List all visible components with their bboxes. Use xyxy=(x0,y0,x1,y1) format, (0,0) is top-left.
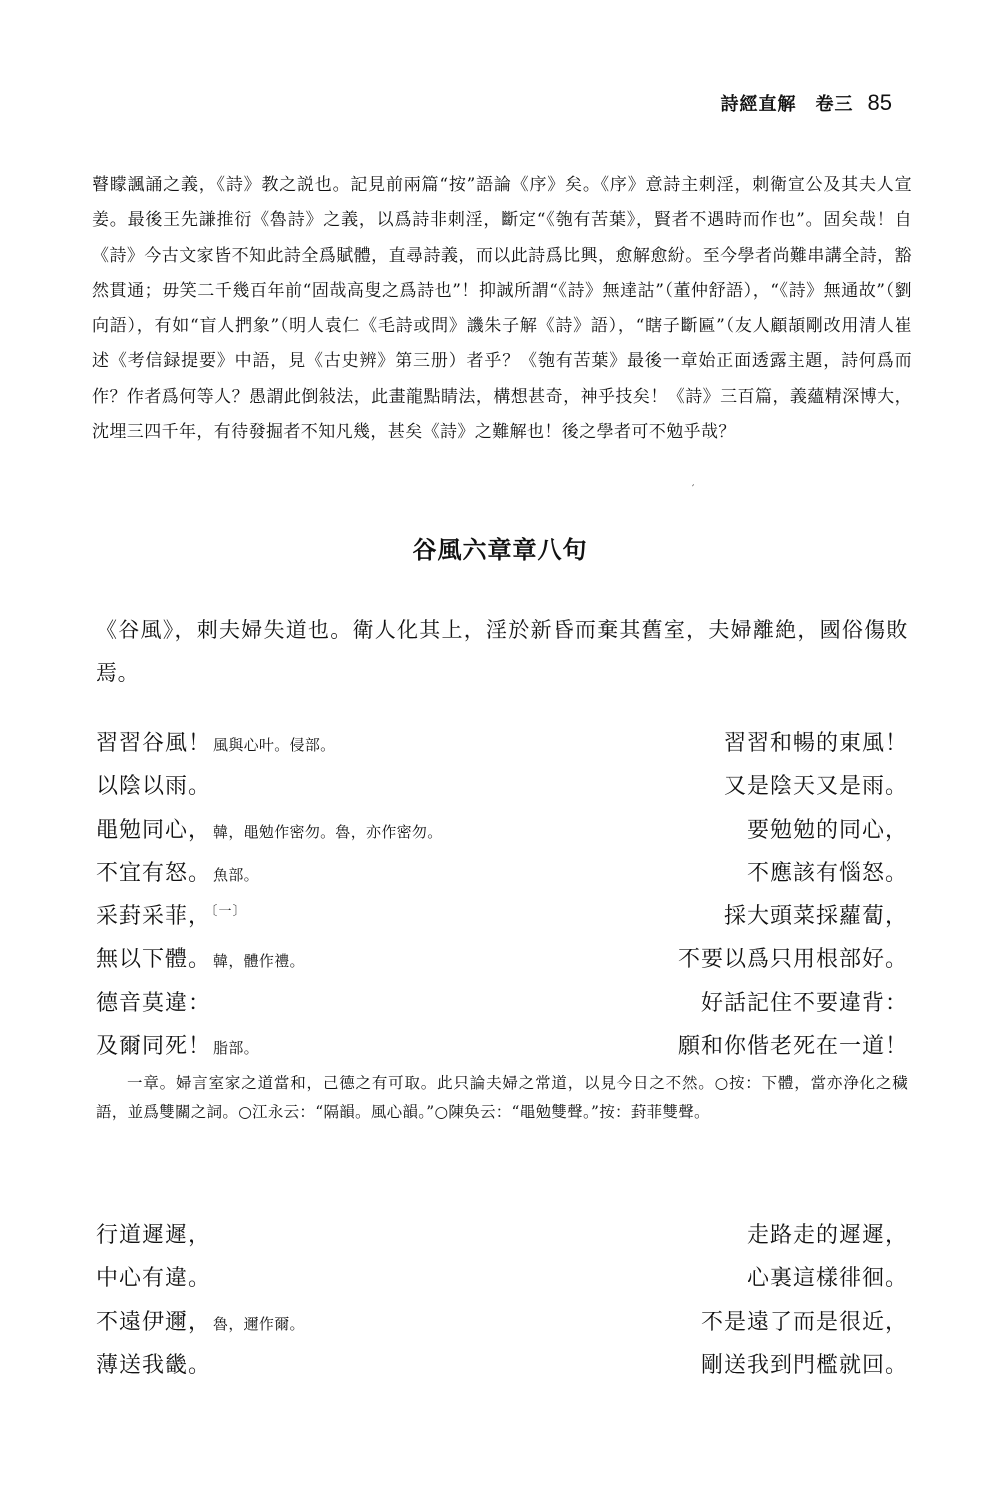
verse-line xyxy=(96,942,908,985)
verse-line xyxy=(96,1218,908,1261)
verse-line xyxy=(96,1305,908,1348)
verse-line xyxy=(96,1029,908,1072)
original-verse xyxy=(96,899,249,930)
translation-verse: 願和你偕老死在一道！ xyxy=(677,1034,908,1060)
verse-text: 德音莫違： xyxy=(96,990,212,1016)
verse-text: 薄送我畿。 xyxy=(96,1352,212,1378)
stanza-two xyxy=(96,1218,908,1391)
translation-verse: 又是陰天又是雨。 xyxy=(723,774,908,800)
prose-paragraph: 瞽矇諷誦之義，《詩》教之説也。記見前兩篇“按”語論《序》矣。《序》意詩主刺淫，刺衛宣公及其夫人宣姜。最後王先謙推衍《魯詩》之義，以爲詩非刺淫，斷定“《匏有苦葉》，賢者不遇時而作也”。固矣哉！自《詩》今古文家皆不知此詩全爲賦體，直尋詩義，而以此詩爲比興，愈解愈紛。至今學者尚難串講全詩，豁然貫通；毋笑二千幾百年前“固哉高叟之爲詩也”！抑誠所謂“《詩》無達詁”（董仲舒語），“《詩》無通故”（劉向語），有如“盲人捫象”（明人袁仁《毛詩或問》譏朱子解《詩》語），“瞎子斷匾”（友人顧頡剛改用清人崔述《考信録提要》中語，見《古史辨》第三册）者乎？《匏有苦葉》最後一章始正面透露主題，詩何爲而作？作者爲何等人？愚謂此倒敍法，此畫龍點睛法，構想甚奇，神乎技矣！《詩》三百篇，義蘊精深博大，沈埋三四千年，有待發掘者不知凡幾，甚矣《詩》之難解也！後之學者可不勉乎哉？ xyxy=(92,175,912,443)
book-title: 詩經直解 卷三 xyxy=(720,94,854,115)
translation-verse: 走路走的遲遲， xyxy=(746,1223,908,1248)
translation-verse: 好話記住不要違背： xyxy=(700,990,908,1016)
verse-line xyxy=(96,856,908,899)
original-verse xyxy=(96,1305,305,1336)
verse-text: 行道遲遲， xyxy=(96,1223,212,1248)
verse-line xyxy=(96,899,908,942)
translation-verse: 採大頭菜採蘿蔔， xyxy=(723,904,908,930)
verse-text: 中心有違。 xyxy=(96,1266,212,1292)
verse-text: 不宜有怒。 xyxy=(96,860,212,886)
stray-mark: ′ xyxy=(692,484,695,495)
footnote-marker: 〔一〕 xyxy=(211,904,247,920)
rhyme-note: 韓，黽勉作密勿。魯，亦作密勿。 xyxy=(213,822,443,841)
verse-line xyxy=(96,1348,908,1391)
stanza-one-commentary: 一章。婦言室家之道當和，己德之有可取。此只論夫婦之常道，以見今日之不然。○按：下體，當亦浄化之穢語，並爲雙關之詞。○江永云：“隔韻。風心韻。”○陳奂云：“黽勉雙聲。”按：葑菲雙聲。 xyxy=(96,1074,908,1121)
translation-verse: 習習和暢的東風！ xyxy=(723,731,908,756)
translation-verse: 不要以爲只用根部好。 xyxy=(677,947,908,973)
translation-verse: 不應該有惱怒。 xyxy=(746,860,908,886)
verse-text: 黽勉同心， xyxy=(96,817,212,843)
original-verse xyxy=(96,726,335,757)
rhyme-note: 魚部。 xyxy=(213,865,259,884)
commentary-prose xyxy=(92,168,912,450)
page-number: 85 xyxy=(867,90,892,115)
original-verse xyxy=(96,986,213,1017)
verse-text: 采葑采菲， xyxy=(96,904,212,930)
stanza-one xyxy=(96,726,908,1072)
verse-text: 及爾同死！ xyxy=(96,1034,212,1060)
rhyme-note: 韓，體作禮。 xyxy=(213,952,305,971)
rhyme-note: 風與心叶。侵部。 xyxy=(213,736,336,754)
translation-verse: 要勉勉的同心， xyxy=(746,817,908,843)
original-verse xyxy=(96,1218,213,1249)
verse-text: 習習谷風！ xyxy=(96,731,212,756)
original-verse xyxy=(96,942,305,973)
original-verse xyxy=(96,1261,213,1292)
verse-line xyxy=(96,813,908,856)
translation-verse: 心裏這樣徘徊。 xyxy=(746,1266,908,1292)
verse-line xyxy=(96,986,908,1029)
original-verse xyxy=(96,856,259,887)
original-verse xyxy=(96,813,443,844)
verse-line xyxy=(96,726,908,769)
translation-verse: 不是遠了而是很近， xyxy=(700,1309,908,1335)
original-verse xyxy=(96,1029,259,1060)
poem-title: 谷風六章章八句 xyxy=(412,536,588,564)
verse-text: 無以下體。 xyxy=(96,947,212,973)
verse-line xyxy=(96,1261,908,1304)
rhyme-note: 脂部。 xyxy=(213,1039,259,1058)
original-verse xyxy=(96,769,213,800)
verse-text: 以陰以雨。 xyxy=(96,774,212,800)
verse-line xyxy=(96,769,908,812)
poem-preface: 《谷風》，刺夫婦失道也。衛人化其上，淫於新昏而棄其舊室，夫婦離絶，國俗傷敗焉。 xyxy=(96,618,908,685)
translation-verse: 剛送我到門檻就回。 xyxy=(700,1352,908,1378)
running-header xyxy=(721,90,892,116)
original-verse xyxy=(96,1348,213,1379)
verse-text: 不遠伊邇， xyxy=(96,1309,212,1335)
rhyme-note: 魯，邇作爾。 xyxy=(213,1314,305,1333)
